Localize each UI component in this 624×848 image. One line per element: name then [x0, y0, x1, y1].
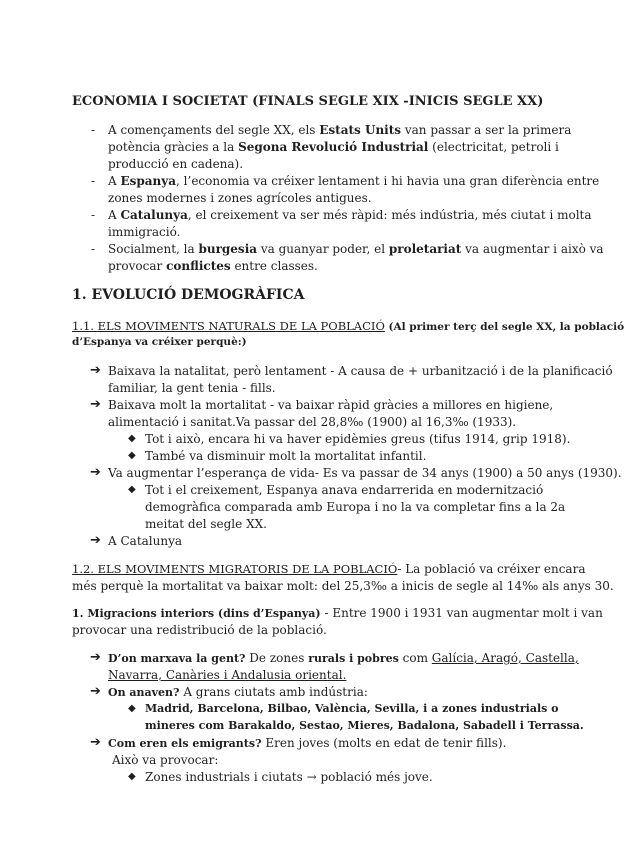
- dash-bullet: -: [91, 208, 96, 222]
- life-expectancy-line-1: Va augmentar l’esperança de vida- Es va passar de 34 anys (1900) a 50 anys (1930).: [108, 466, 622, 480]
- arrow-bullet-icon: ➔: [90, 465, 101, 480]
- subsection-1-2-heading: 1.2. ELS MOVIMENTS MIGRATORIS DE LA POBLACIÓ- La població va créixer encara: [72, 562, 586, 576]
- intro-item-1-line-2: potència gràcies a la Segona Revolució Industrial (electricitat, petroli i: [108, 140, 559, 154]
- arrow-bullet-icon: ➔: [90, 735, 101, 750]
- intro-item-2-line-1: A Espanya, l’economia va créixer lentament i hi havia una gran diferència entre: [108, 174, 600, 188]
- dash-bullet: -: [91, 242, 96, 256]
- intro-item-4-line-1: Socialment, la burgesia va guanyar poder, el proletariat va augmentar i això va: [108, 242, 604, 256]
- life-expectancy-detail-line-3: meitat del segle XX.: [145, 517, 267, 531]
- emigrants-consequence-detail: Zones industrials i ciutats → població més jove.: [145, 770, 433, 784]
- arrow-bullet-icon: ➔: [90, 650, 101, 665]
- intro-item-3-line-2: immigració.: [108, 225, 181, 239]
- diamond-bullet-icon: ◆: [128, 484, 136, 495]
- arrow-bullet-icon: ➔: [90, 397, 101, 412]
- page-title: ECONOMIA I SOCIETAT (FINALS SEGLE XIX -INICIS SEGLE XX): [72, 94, 544, 109]
- subsection-1-1-heading-line-2: d’Espanya va créixer perquè:): [72, 336, 247, 348]
- arrow-bullet-icon: ➔: [90, 533, 101, 548]
- arrow-bullet-icon: ➔: [90, 684, 101, 699]
- mortality-detail-1: Tot i això, encara hi va haver epidèmies greus (tifus 1914, grip 1918).: [145, 432, 571, 446]
- life-expectancy-detail-line-1: Tot i el creixement, Espanya anava endarrerida en modernització: [145, 483, 544, 497]
- intro-item-2-line-2: zones modernes i zones agrícoles antigues.: [108, 191, 372, 205]
- mortality-line-1: Baixava molt la mortalitat - va baixar ràpid gràcies a millores en higiene,: [108, 398, 554, 412]
- destination-cities-line-1: Madrid, Barcelona, Bilbao, València, Sevilla, i a zones industrials o: [145, 702, 559, 715]
- diamond-bullet-icon: ◆: [128, 433, 136, 444]
- intro-item-3-line-1: A Catalunya, el creixement va ser més ràpid: més indústria, més ciutat i molta: [108, 208, 592, 222]
- diamond-bullet-icon: ◆: [128, 771, 136, 782]
- intro-item-1-line-1: A començaments del segle XX, els Estats Units van passar a ser la primera: [108, 123, 572, 137]
- diamond-bullet-icon: ◆: [128, 450, 136, 461]
- destination-question: On anaven? A grans ciutats amb indústria:: [108, 685, 368, 699]
- origin-question-line-2: Navarra, Canàries i Andalusia oriental.: [108, 668, 347, 682]
- diamond-bullet-icon: ◆: [128, 703, 136, 714]
- intro-item-4-line-2: provocar conflictes entre classes.: [108, 259, 318, 273]
- subsection-1-2-line-2: més perquè la mortalitat va baixar molt: del 25,3‰ a inicis de segle al 14‰ als anys 30.: [72, 579, 614, 593]
- subsection-1-1-heading: 1.1. ELS MOVIMENTS NATURALS DE LA POBLACIÓ (Al primer terç del segle XX, la població: [72, 319, 624, 333]
- internal-migration-line-2: provocar una redistribució de la població.: [72, 623, 327, 637]
- origin-question-line-1: D’on marxava la gent? De zones rurals i pobres com Galícia, Aragó, Castella,: [108, 651, 579, 665]
- mortality-line-2: alimentació i sanitat.Va passar del 28,8‰ (1900) al 16,3‰ (1933).: [108, 415, 517, 429]
- arrow-bullet-icon: ➔: [90, 363, 101, 378]
- emigrants-consequence: Això va provocar:: [112, 753, 219, 767]
- life-expectancy-detail-line-2: demogràfica comparada amb Europa i no la va completar fins a la 2a: [145, 500, 566, 514]
- catalunya-item: A Catalunya: [108, 534, 183, 548]
- mortality-detail-2: També va disminuir molt la mortalitat infantil.: [145, 449, 427, 463]
- destination-cities-line-2: mineres com Barakaldo, Sestao, Mieres, Badalona, Sabadell i Terrassa.: [145, 719, 584, 732]
- internal-migration-heading: 1. Migracions interiors (dins d’Espanya) - Entre 1900 i 1931 van augmentar molt i van: [72, 606, 603, 620]
- dash-bullet: -: [91, 174, 96, 188]
- natality-line-1: Baixava la natalitat, però lentament - A causa de + urbanització i de la planificació: [108, 364, 613, 378]
- intro-item-1-line-3: producció en cadena).: [108, 157, 244, 171]
- dash-bullet: -: [91, 123, 96, 137]
- emigrants-question: Com eren els emigrants? Eren joves (molts en edat de tenir fills).: [108, 736, 507, 750]
- natality-line-2: familiar, la gent tenia - fills.: [108, 381, 276, 395]
- section-1-heading: 1. EVOLUCIÓ DEMOGRÀFICA: [72, 287, 305, 303]
